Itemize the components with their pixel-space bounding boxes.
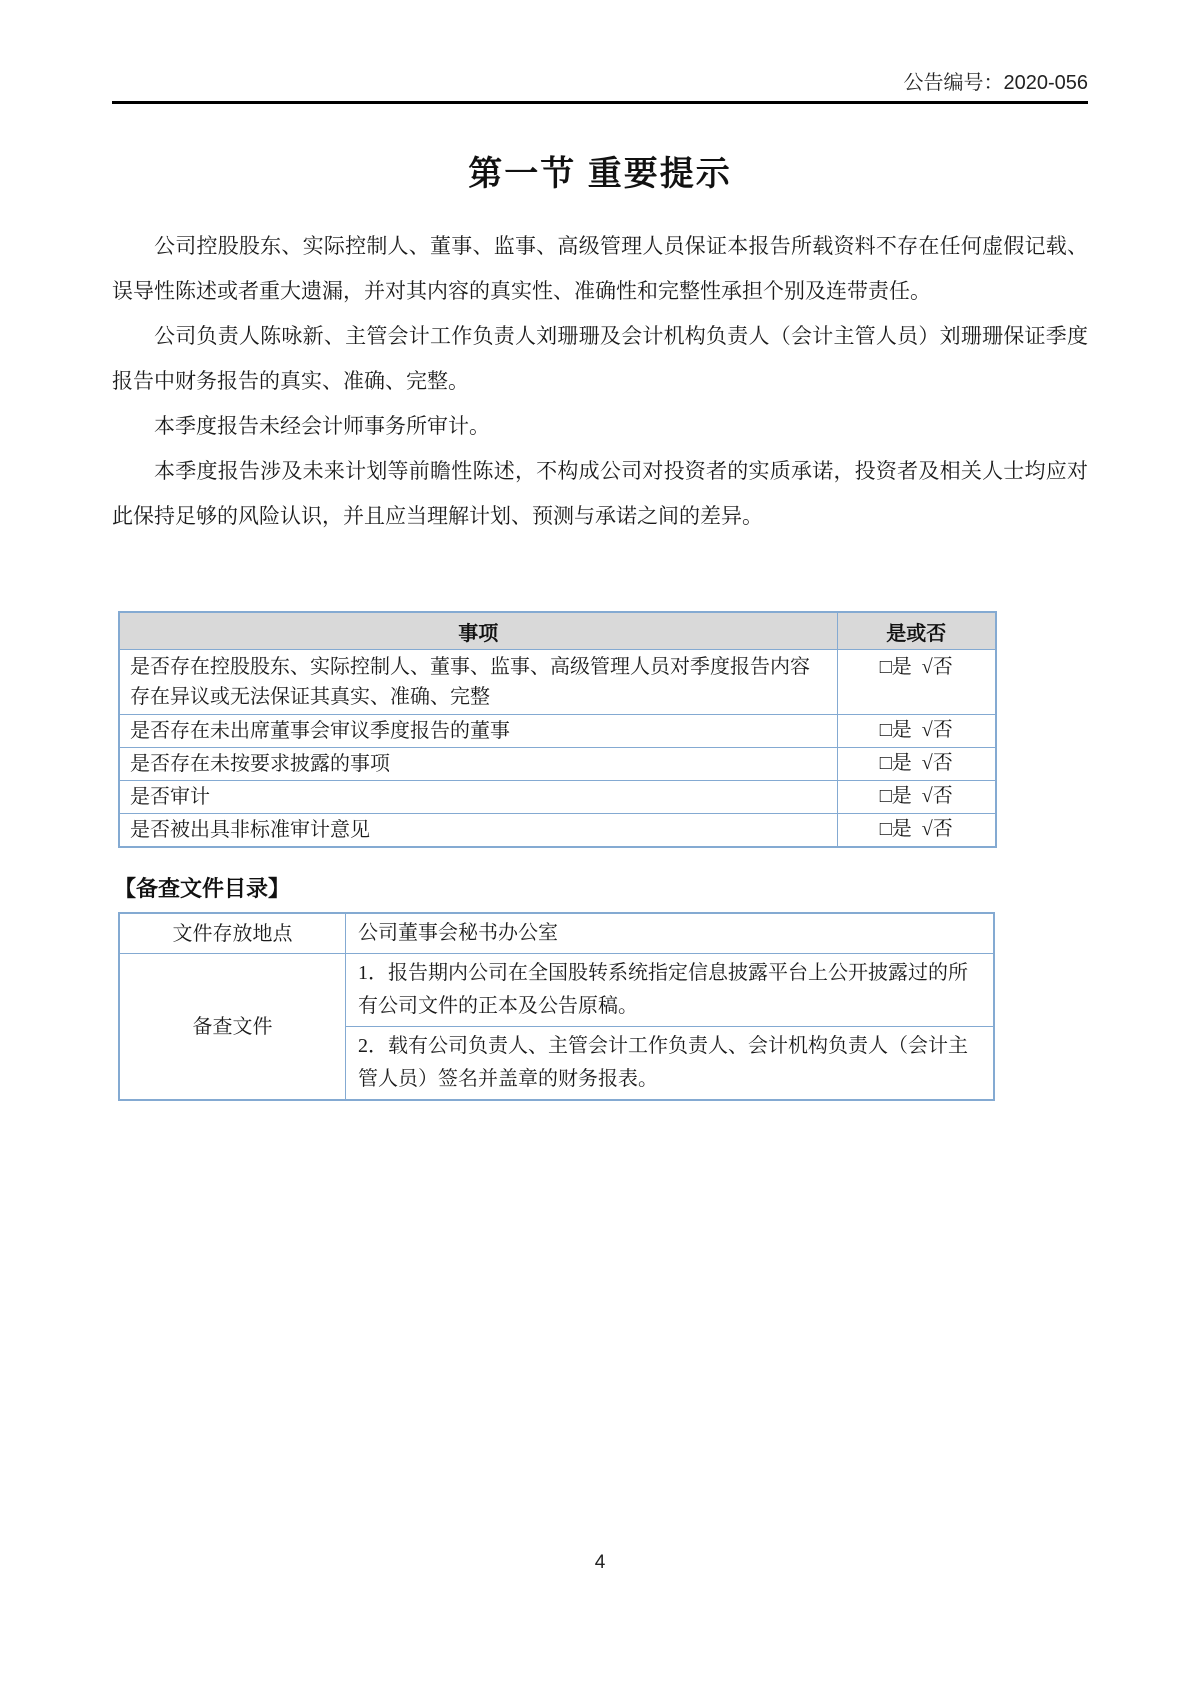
page-number: 4 — [594, 1552, 606, 1573]
paragraph-responsible-persons: 公司负责人陈咏新、主管会计工作负责人刘珊珊及会计机构负责人（会计主管人员）刘珊珊保证季度报告中财务报告的真实、准确、完整。 — [112, 324, 1088, 393]
table-row — [119, 781, 996, 814]
items-table-header-row — [119, 612, 996, 650]
item-cell: 是否存在控股股东、实际控制人、董事、监事、高级管理人员对季度报告内容存在异议或无法保证其真实、准确、完整 — [119, 650, 837, 715]
table-row — [119, 748, 996, 781]
table-row — [119, 715, 996, 748]
items-table — [118, 611, 997, 848]
location-value-cell: 公司董事会秘书办公室 — [346, 913, 995, 954]
content-area — [112, 0, 1088, 1101]
table-row — [119, 913, 994, 954]
answer-cell: □是 √否 — [837, 650, 996, 715]
items-table-header-yesno: 是或否 — [837, 612, 996, 650]
item-cell: 是否审计 — [119, 781, 837, 814]
item-cell: 是否存在未按要求披露的事项 — [119, 748, 837, 781]
header-divider — [112, 101, 1088, 104]
paragraph-guarantee: 公司控股股东、实际控制人、董事、监事、高级管理人员保证本报告所载资料不存在任何虚假记载、误导性陈述或者重大遗漏，并对其内容的真实性、准确性和完整性承担个别及连带责任。 — [112, 234, 1088, 303]
item-cell: 是否被出具非标准审计意见 — [119, 814, 837, 848]
answer-cell: □是 √否 — [837, 748, 996, 781]
document-item-cell: 2．载有公司负责人、主管会计工作负责人、会计机构负责人（会计主管人员）签名并盖章的财务报表。 — [346, 1027, 995, 1101]
table-row — [119, 814, 996, 848]
documents-label-cell: 备查文件 — [119, 954, 346, 1101]
table-row — [119, 650, 996, 715]
page-title: 第一节 重要提示 — [468, 155, 732, 193]
item-cell: 是否存在未出席董事会审议季度报告的董事 — [119, 715, 837, 748]
announcement-number: 公告编号：2020-056 — [903, 72, 1088, 94]
intro-paragraphs — [112, 224, 1088, 539]
table-row — [119, 954, 994, 1027]
paragraph-unaudited: 本季度报告未经会计师事务所审计。 — [154, 414, 490, 438]
documents-table — [118, 912, 995, 1101]
items-table-header-item: 事项 — [119, 612, 837, 650]
location-label-cell: 文件存放地点 — [119, 913, 346, 954]
answer-cell: □是 √否 — [837, 781, 996, 814]
paragraph-forward-looking: 本季度报告涉及未来计划等前瞻性陈述，不构成公司对投资者的实质承诺，投资者及相关人士均应对此保持足够的风险认识，并且应当理解计划、预测与承诺之间的差异。 — [112, 459, 1088, 528]
documents-section-heading: 【备查文件目录】 — [114, 876, 291, 901]
document-item-cell: 1．报告期内公司在全国股转系统指定信息披露平台上公开披露过的所有公司文件的正本及公告原稿。 — [346, 954, 995, 1027]
answer-cell: □是 √否 — [837, 814, 996, 848]
answer-cell: □是 √否 — [837, 715, 996, 748]
